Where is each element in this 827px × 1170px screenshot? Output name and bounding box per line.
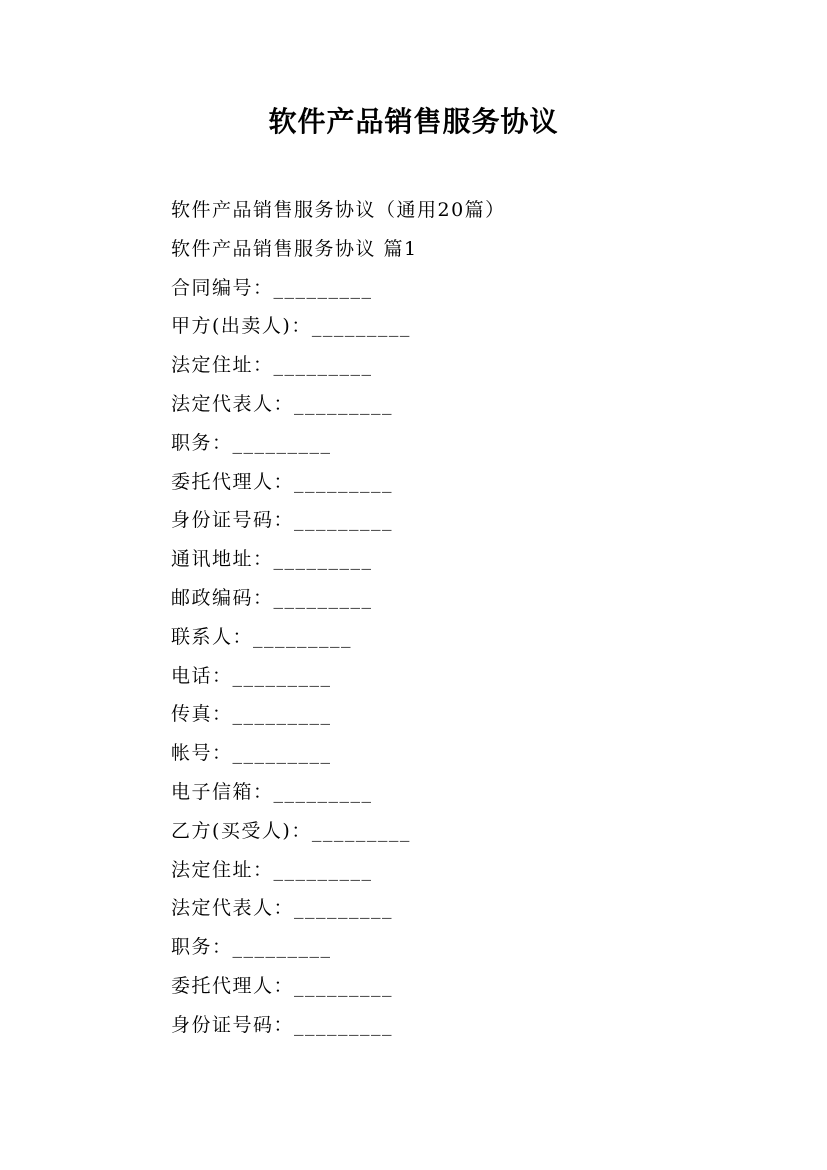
subtitle-line: 软件产品销售服务协议（通用20篇）	[171, 199, 506, 221]
party-b-representative-field: 法定代表人：_________	[171, 897, 394, 920]
party-a-address-field: 法定住址：_________	[171, 354, 373, 377]
party-a-account-field: 帐号：_________	[171, 742, 332, 765]
contract-number-field: 合同编号：_________	[171, 276, 373, 299]
party-a-id-number-field: 身份证号码：_________	[171, 509, 394, 532]
party-a-email-field: 电子信箱：_________	[171, 780, 373, 803]
party-b-address-field: 法定住址：_________	[171, 858, 373, 881]
party-b-id-number-field: 身份证号码：_________	[171, 1013, 394, 1036]
party-a-field: 甲方(出卖人)：_________	[171, 315, 411, 338]
party-a-postal-code-field: 邮政编码：_________	[171, 586, 373, 609]
party-b-field: 乙方(买受人)：_________	[171, 819, 411, 842]
party-a-mailing-address-field: 通讯地址：_________	[171, 548, 373, 571]
party-a-contact-field: 联系人：_________	[171, 625, 353, 648]
document-body	[171, 194, 771, 1048]
party-a-position-field: 职务：_________	[171, 431, 332, 454]
section-heading: 软件产品销售服务协议 篇1	[171, 237, 418, 260]
party-b-agent-field: 委托代理人：_________	[171, 974, 394, 997]
party-b-position-field: 职务：_________	[171, 936, 332, 959]
document-title: 软件产品销售服务协议	[268, 105, 559, 138]
party-a-fax-field: 传真：_________	[171, 703, 332, 726]
party-a-phone-field: 电话：_________	[171, 664, 332, 687]
party-a-agent-field: 委托代理人：_________	[171, 470, 394, 493]
party-a-representative-field: 法定代表人：_________	[171, 392, 394, 415]
